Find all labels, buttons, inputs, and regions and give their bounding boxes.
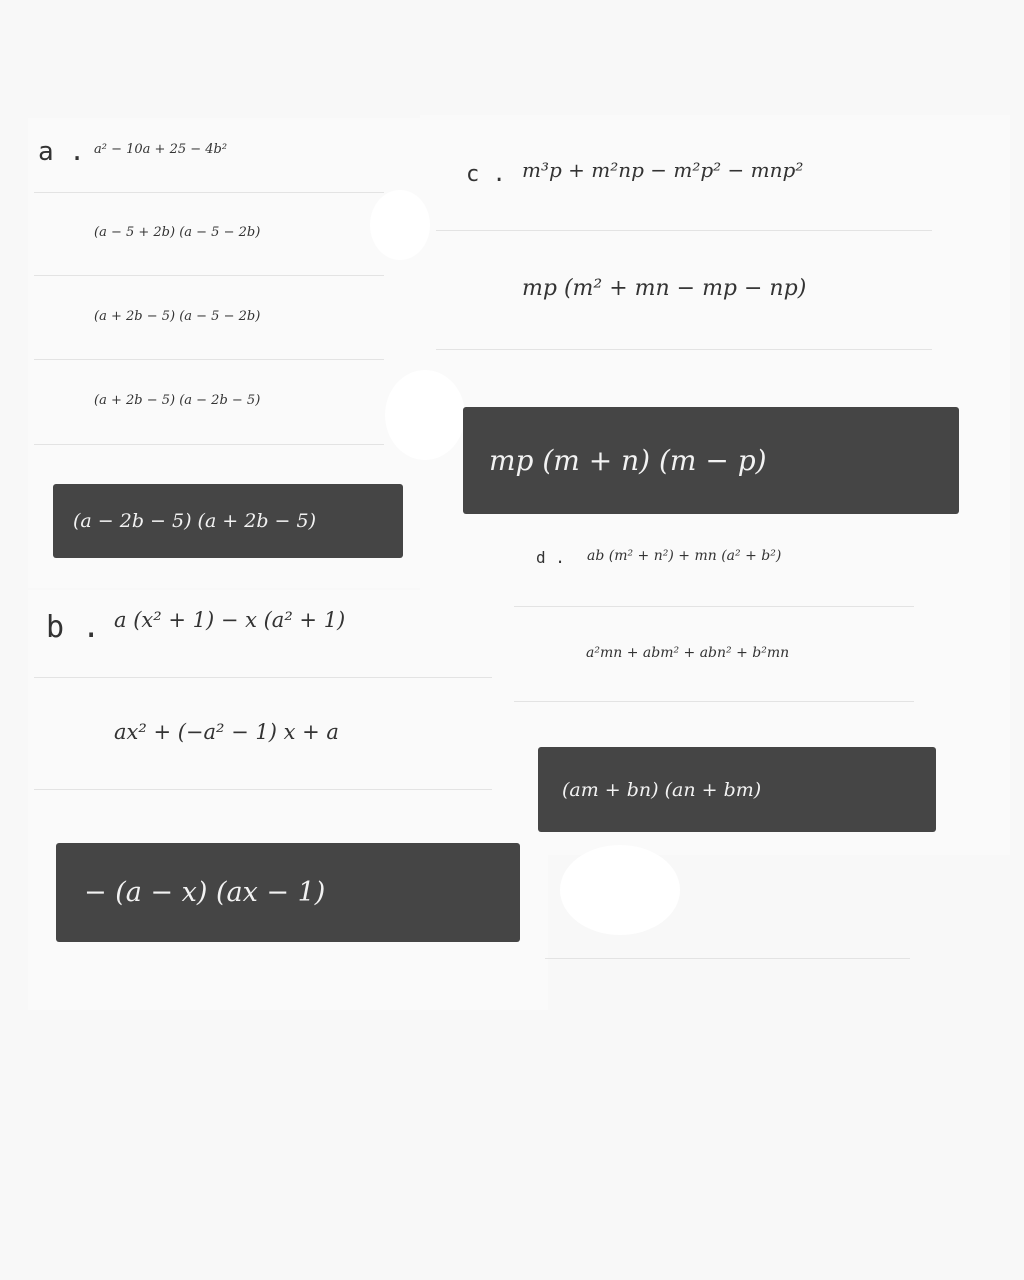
option-b-1[interactable]	[34, 680, 492, 786]
bottom-left-panel	[28, 590, 548, 1010]
option-a-3[interactable]	[34, 362, 384, 440]
question-b-expression: a (x² + 1) − x (a² + 1)	[114, 608, 346, 632]
answer-a[interactable]	[53, 484, 403, 558]
divider	[514, 701, 914, 702]
answer-d-text: (am + bn) (an + bm)	[562, 778, 762, 801]
question-d-label: d .	[536, 548, 565, 567]
divider	[34, 275, 384, 276]
question-c-expression: m³p + m²np − m²p² − mnp²	[522, 158, 804, 182]
divider	[514, 606, 914, 607]
divider	[34, 192, 384, 193]
option-d-1-text: a²mn + abm² + abn² + b²mn	[586, 645, 790, 661]
divider	[436, 349, 932, 350]
question-a-expression: a² − 10a + 25 − 4b²	[94, 142, 228, 157]
divider	[436, 230, 932, 231]
option-b-1-text: ax² + (−a² − 1) x + a	[114, 720, 339, 744]
option-c-1[interactable]	[436, 233, 932, 347]
divider	[34, 789, 492, 790]
answer-d[interactable]	[538, 747, 936, 832]
answer-b-text: − (a − x) (ax − 1)	[84, 877, 326, 908]
answer-a-text: (a − 2b − 5) (a + 2b − 5)	[73, 510, 317, 532]
option-a-1-text: (a − 5 + 2b) (a − 5 − 2b)	[94, 225, 261, 240]
option-a-3-text: (a + 2b − 5) (a − 2b − 5)	[94, 393, 261, 408]
option-c-1-text: mp (m² + mn − mp − np)	[522, 276, 807, 301]
answer-c-text: mp (m + n) (m − p)	[489, 444, 767, 477]
question-d-expression: ab (m² + n²) + mn (a² + b²)	[587, 548, 782, 564]
answer-c[interactable]	[463, 407, 959, 514]
answer-b[interactable]	[56, 843, 520, 942]
divider	[34, 444, 384, 445]
bg-blob	[385, 370, 465, 460]
bg-blob	[560, 845, 680, 935]
option-a-1[interactable]	[34, 195, 384, 273]
question-a-label: a .	[38, 137, 85, 167]
divider	[34, 359, 384, 360]
option-d-1[interactable]	[514, 609, 914, 699]
divider	[34, 677, 492, 678]
question-c-label: c .	[466, 162, 506, 187]
question-b-label: b .	[46, 610, 101, 645]
option-a-2[interactable]	[34, 278, 384, 356]
option-a-2-text: (a + 2b − 5) (a − 5 − 2b)	[94, 309, 261, 324]
divider	[545, 958, 910, 959]
